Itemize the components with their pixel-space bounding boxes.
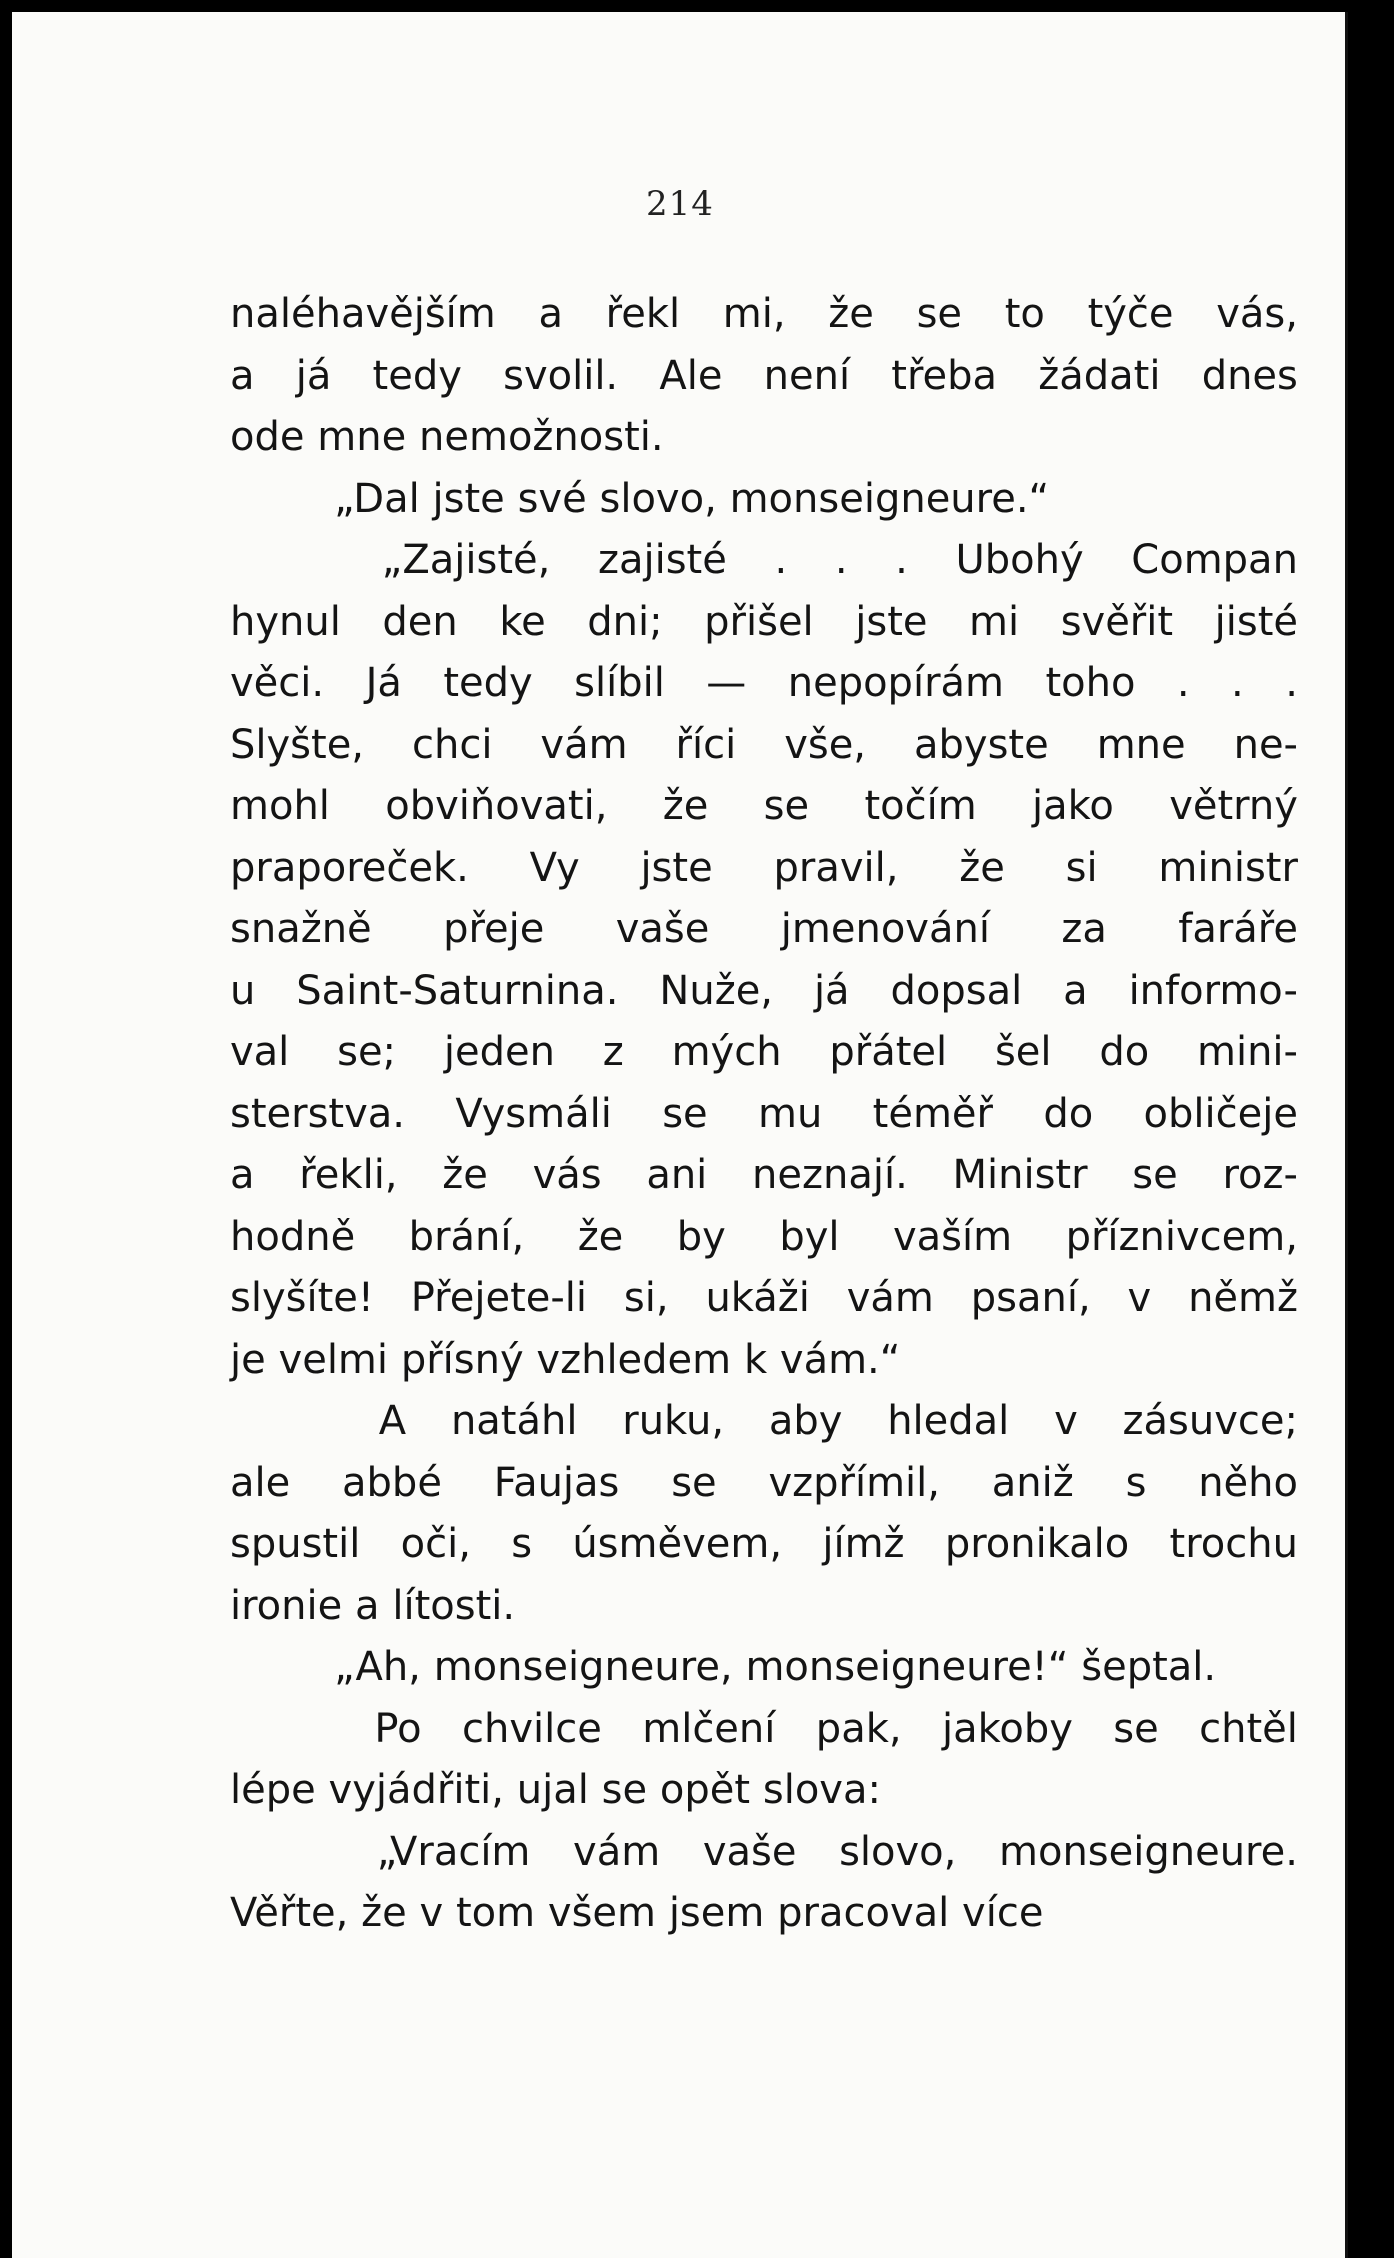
text-line: spustil oči, s úsměvem, jímž pronikalo trochu: [230, 1521, 1298, 1567]
text-line: slyšíte! Přejete-li si, ukáži vám psaní, v němž: [230, 1275, 1298, 1321]
paragraph: [230, 1822, 1298, 1945]
text-line: ironie a lítosti.: [230, 1582, 516, 1629]
text-line: Po chvilce mlčení pak, jakoby se chtěl: [374, 1705, 1298, 1752]
text-line: „Dal jste své slovo, monseigneure.“: [334, 475, 1050, 522]
text-line: praporeček. Vy jste pravil, že si ministr: [230, 844, 1298, 891]
paragraph: [230, 1637, 1298, 1699]
text-line: „Vracím vám vaše slovo, monseigneure.: [376, 1828, 1298, 1875]
text-line: je velmi přísný vzhledem k vám.“: [230, 1336, 901, 1383]
text-line: „Zajisté, zajisté . . . Ubohý Compan: [381, 537, 1298, 583]
text-line: a já tedy svolil. Ale není třeba žádati dnes: [230, 352, 1298, 399]
paragraph: [230, 284, 1298, 469]
text-line: mohl obviňovati, že se točím jako větrný: [230, 783, 1298, 829]
paragraph: [230, 1699, 1298, 1822]
text-line: „Ah, monseigneure, monseigneure!“ šeptal.: [334, 1644, 1217, 1690]
book-page: [12, 12, 1348, 2258]
text-line: val se; jeden z mých přátel šel do mini-: [230, 1029, 1298, 1075]
text-line: Slyšte, chci vám říci vše, abyste mne ne-: [230, 721, 1298, 768]
text-line: hodně brání, že by byl vaším příznivcem,: [230, 1213, 1298, 1260]
text-line: sterstva. Vysmáli se mu téměř do obličeje: [230, 1090, 1298, 1137]
paragraph: [230, 1391, 1298, 1637]
page-number: 214: [646, 184, 714, 224]
body-text: [230, 284, 1298, 1945]
text-line: a řekli, že vás ani neznají. Ministr se roz-: [230, 1152, 1298, 1198]
text-line: věci. Já tedy slíbil — nepopírám toho . . .: [230, 660, 1298, 706]
text-line: u Saint-Saturnina. Nuže, já dopsal a informo-: [230, 967, 1298, 1014]
text-line: naléhavějším a řekl mi, že se to týče vás,: [230, 291, 1298, 337]
paragraph: [230, 469, 1298, 531]
text-line: ale abbé Faujas se vzpřímil, aniž s něho: [230, 1459, 1298, 1506]
text-line: hynul den ke dni; přišel jste mi svěřit jisté: [230, 598, 1298, 645]
text-line: Věřte, že v tom všem jsem pracoval více: [230, 1890, 1044, 1936]
paragraph: [230, 530, 1298, 1391]
text-line: snažně přeje vaše jmenování za faráře: [230, 906, 1298, 952]
text-line: ode mne nemožnosti.: [230, 414, 664, 460]
text-line: A natáhl ruku, aby hledal v zásuvce;: [378, 1398, 1298, 1444]
text-line: lépe vyjádřiti, ujal se opět slova:: [230, 1767, 881, 1813]
page-edge: [1345, 12, 1348, 2258]
